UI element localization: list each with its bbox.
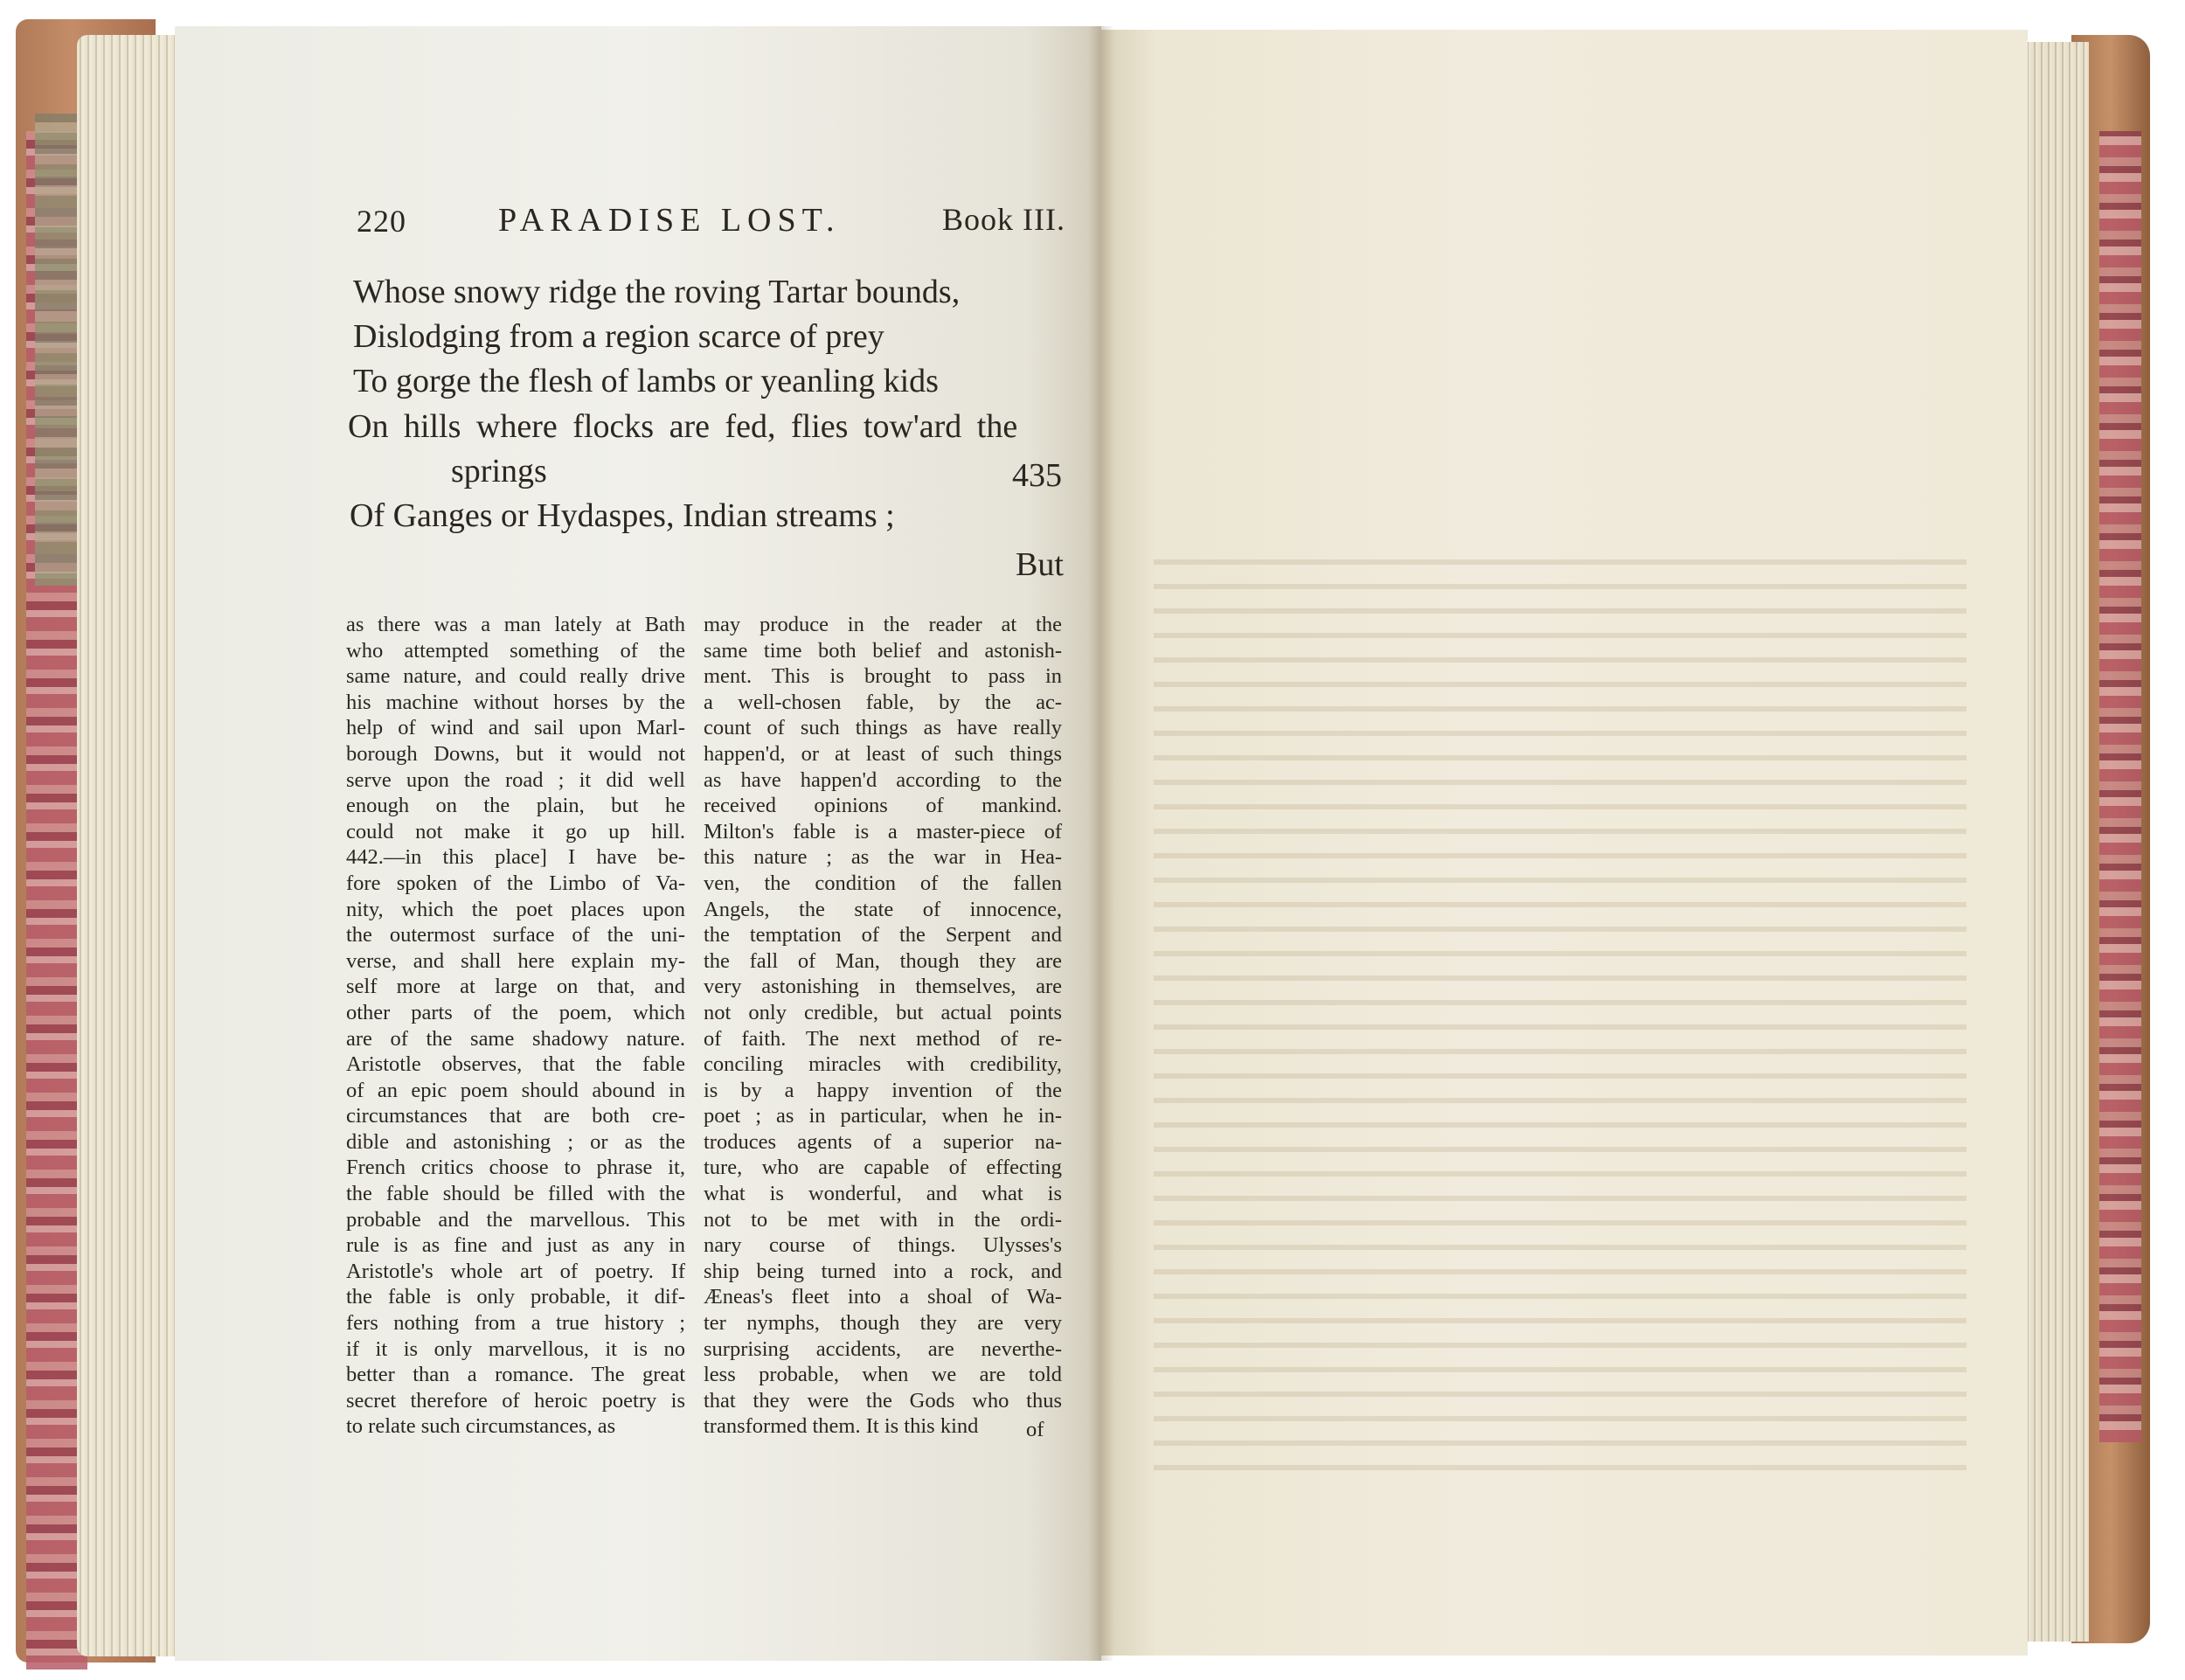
- note-line: probable and the marvellous. This: [346, 1207, 685, 1232]
- page-edges-left: [77, 35, 182, 1656]
- note-line: troduces agents of a superior na-: [704, 1129, 1062, 1154]
- note-line: borough Downs, but it would not: [346, 741, 685, 766]
- book-gutter: [1088, 26, 1114, 1661]
- note-line: conciling miracles with credibility,: [704, 1052, 1062, 1077]
- note-line: his machine without horses by the: [346, 690, 685, 714]
- note-line: ter nymphs, though they are very: [704, 1311, 1062, 1336]
- note-line: what is wonderful, and what is: [704, 1182, 1062, 1206]
- note-line: same time both belief and astonish-: [704, 638, 1062, 663]
- note-line: secret therefore of heroic poetry is: [346, 1388, 685, 1413]
- verse-line-5: springs: [451, 453, 547, 489]
- note-line: same nature, and could really drive: [346, 664, 685, 689]
- note-line: the fable should be filled with the: [346, 1182, 685, 1206]
- note-line: could not make it go up hill.: [346, 819, 685, 843]
- verse-line-number: 435: [1012, 457, 1062, 494]
- note-line: a well-chosen fable, by the ac-: [704, 690, 1062, 714]
- note-line: poet ; as in particular, when he in-: [704, 1104, 1062, 1128]
- note-line: less probable, when we are told: [704, 1363, 1062, 1387]
- right-page-show-through: [1154, 559, 1966, 1486]
- page-catchword: of: [1026, 1418, 1044, 1441]
- note-line: is by a happy invention of the: [704, 1078, 1062, 1102]
- note-line: are of the same shadowy nature.: [346, 1026, 685, 1051]
- note-line: not only credible, but actual points: [704, 1000, 1062, 1024]
- note-line: Aristotle observes, that the fable: [346, 1052, 685, 1077]
- note-line: this nature ; as the war in Hea-: [704, 845, 1062, 870]
- note-line: received opinions of mankind.: [704, 794, 1062, 818]
- note-line: the outermost surface of the uni-: [346, 923, 685, 948]
- verse-line-1: Whose snowy ridge the roving Tartar bounds,: [353, 274, 961, 310]
- note-line: Angels, the state of innocence,: [704, 897, 1062, 921]
- note-line: ment. This is brought to pass in: [704, 664, 1062, 689]
- verse-line-4: On hills where flocks are fed, flies tow'ard the: [348, 408, 1018, 445]
- note-line: self more at large on that, and: [346, 975, 685, 999]
- note-line: Milton's fable is a master-piece of: [704, 819, 1062, 843]
- note-line: not to be met with in the ordi-: [704, 1207, 1062, 1232]
- note-line: the temptation of the Serpent and: [704, 923, 1062, 948]
- note-line: better than a romance. The great: [346, 1363, 685, 1387]
- marbled-edge-right: [2099, 131, 2141, 1442]
- note-line: enough on the plain, but he: [346, 794, 685, 818]
- marbled-edge-left-upper: [35, 114, 79, 586]
- note-line: 442.—in this place] I have be-: [346, 845, 685, 870]
- notes-left-column: [346, 612, 685, 1440]
- note-line: that they were the Gods who thus: [704, 1388, 1062, 1413]
- note-line: serve upon the road ; it did well: [346, 767, 685, 792]
- note-line: rule is as fine and just as any in: [346, 1233, 685, 1258]
- verse-line-6: Of Ganges or Hydaspes, Indian streams ;: [350, 497, 895, 534]
- note-line: nity, which the poet places upon: [346, 897, 685, 921]
- note-line: other parts of the poem, which: [346, 1000, 685, 1024]
- page-number: 220: [357, 204, 406, 239]
- notes-right-column: [704, 612, 1062, 1440]
- note-line: happen'd, or at least of such things: [704, 741, 1062, 766]
- note-line: surprising accidents, are neverthe-: [704, 1336, 1062, 1361]
- verse-line-2: Dislodging from a region scarce of prey: [353, 318, 884, 355]
- note-line: to relate such circumstances, as: [346, 1414, 616, 1439]
- note-line: help of wind and sail upon Marl-: [346, 716, 685, 740]
- note-line: Æneas's fleet into a shoal of Wa-: [704, 1285, 1062, 1309]
- note-line: as have happen'd according to the: [704, 767, 1062, 792]
- note-line: count of such things as have really: [704, 716, 1062, 740]
- note-line: who attempted something of the: [346, 638, 685, 663]
- note-line: very astonishing in themselves, are: [704, 975, 1062, 999]
- note-line: as there was a man lately at Bath: [346, 613, 685, 636]
- note-line: ship being turned into a rock, and: [704, 1259, 1062, 1283]
- verse-line-3: To gorge the flesh of lambs or yeanling kids: [353, 363, 939, 399]
- note-line: transformed them. It is this kind: [704, 1414, 979, 1439]
- note-line: of an epic poem should abound in: [346, 1078, 685, 1102]
- note-line: if it is only marvellous, it is no: [346, 1336, 685, 1361]
- note-line: French critics choose to phrase it,: [346, 1156, 685, 1180]
- note-line: nary course of things. Ulysses's: [704, 1233, 1062, 1258]
- note-line: of faith. The next method of re-: [704, 1026, 1062, 1051]
- note-line: ture, who are capable of effecting: [704, 1156, 1062, 1180]
- note-line: fers nothing from a true history ;: [346, 1311, 685, 1336]
- running-title: PARADISE LOST.: [498, 202, 841, 239]
- note-line: ven, the condition of the fallen: [704, 871, 1062, 895]
- note-line: dible and astonishing ; or as the: [346, 1129, 685, 1154]
- verse-catchword: But: [1016, 546, 1064, 583]
- note-line: the fable is only probable, it dif-: [346, 1285, 685, 1309]
- note-line: Aristotle's whole art of poetry. If: [346, 1259, 685, 1283]
- note-line: may produce in the reader at the: [704, 613, 1062, 636]
- note-line: circumstances that are both cre-: [346, 1104, 685, 1128]
- note-line: verse, and shall here explain my-: [346, 948, 685, 973]
- note-line: the fall of Man, though they are: [704, 948, 1062, 973]
- note-line: fore spoken of the Limbo of Va-: [346, 871, 685, 895]
- book-label: Book III.: [942, 202, 1065, 237]
